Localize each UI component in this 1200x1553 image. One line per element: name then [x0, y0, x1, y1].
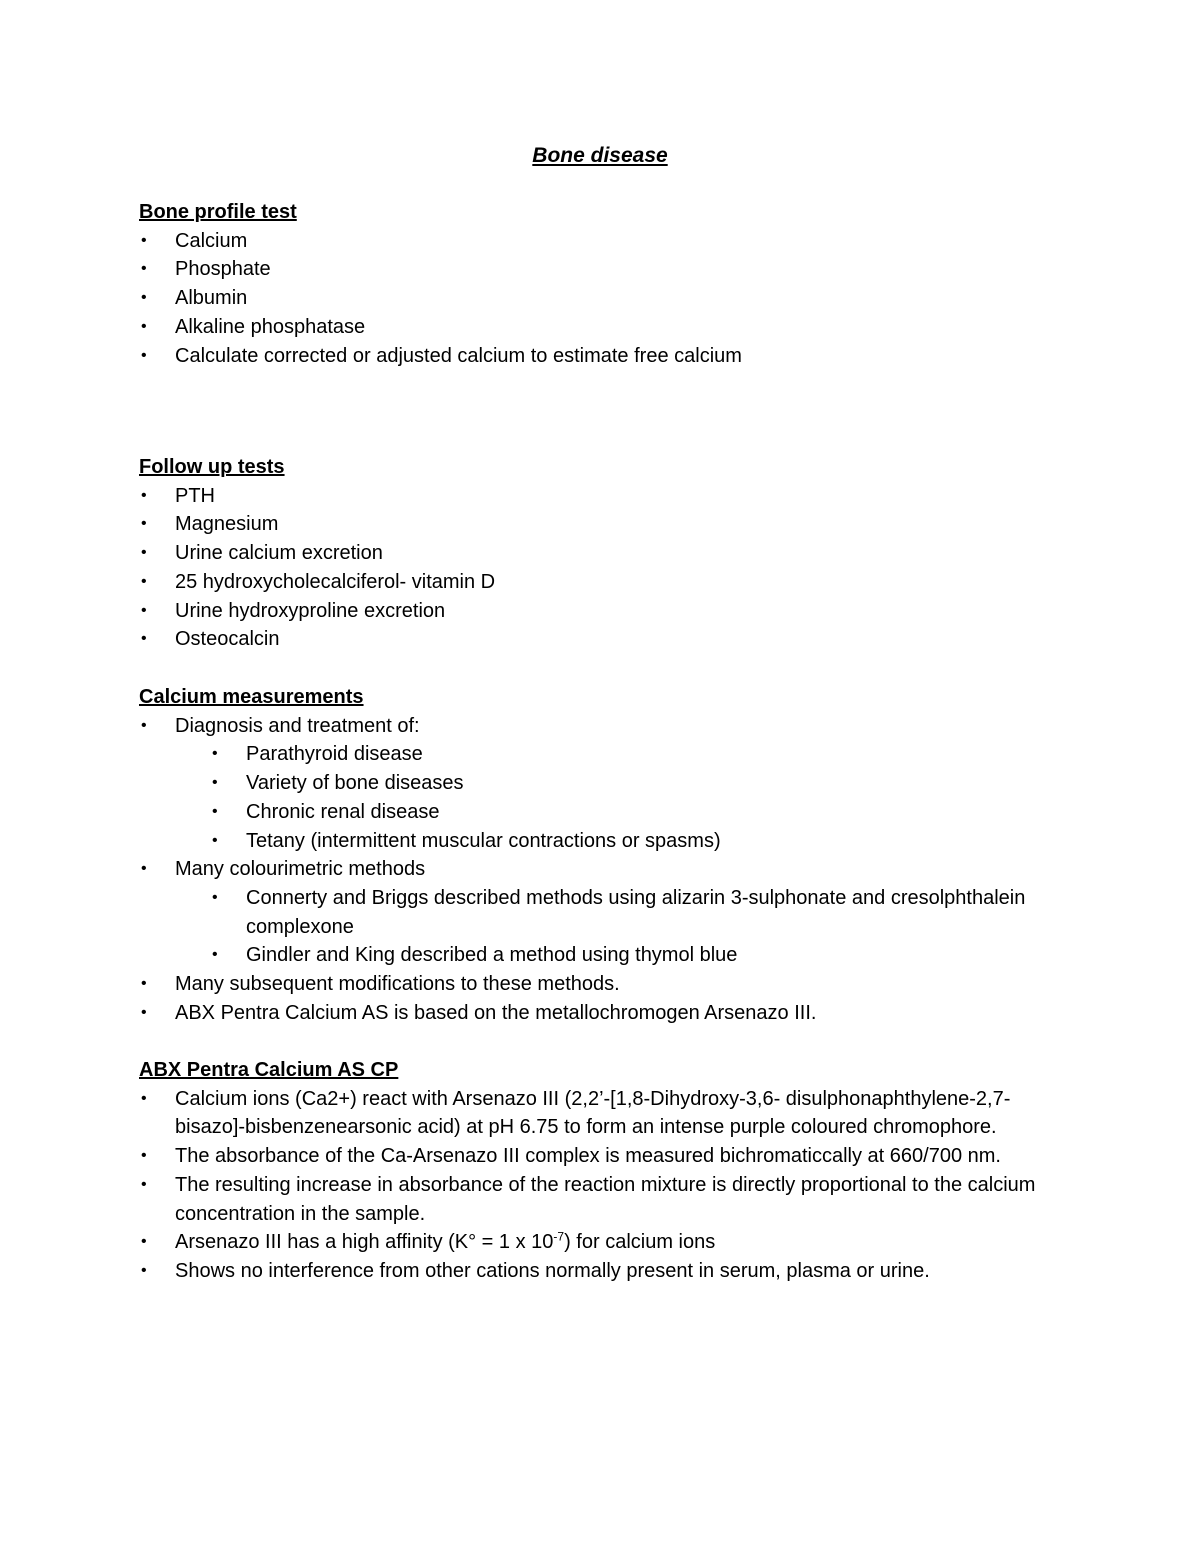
list-item: • The absorbance of the Ca-Arsenazo III complex is measured bichromaticcally at 660/700 nm. [139, 1142, 1069, 1171]
list-item: • Magnesium [139, 510, 1069, 539]
list-item: • Phosphate [139, 255, 1069, 284]
bullet-list [139, 227, 1069, 371]
section-calcium-measurements [139, 683, 1069, 1027]
section-bone-profile-test [139, 198, 1069, 370]
list-item: • Shows no interference from other cations normally present in serum, plasma or urine. [139, 1257, 1069, 1286]
affinity-text: Arsenazo III has a high affinity (K° = 1 x 10 [175, 1231, 554, 1254]
exponent: -7 [553, 1229, 565, 1244]
list-item: • Alkaline phosphatase [139, 313, 1069, 342]
list-item [139, 855, 1069, 970]
list-item: • Parathyroid disease [210, 740, 1069, 769]
affinity-text-end: ) for calcium ions [564, 1231, 716, 1254]
list-item: • Variety of bone diseases [210, 769, 1069, 798]
list-item-text: Many colourimetric methods [175, 858, 426, 881]
list-item: • Many subsequent modifications to these methods. [139, 970, 1069, 999]
list-item: • Calcium ions (Ca2+) react with Arsenazo III (2,2’-[1,8-Dihydroxy-3,6- disulphonaphthylene-2,7-bisazo]-bisbenzenearsonic acid) at pH 6.75 to form an intense purple coloured chromophore. [139, 1085, 1069, 1142]
section-heading: Follow up tests [139, 456, 285, 478]
list-item: • 25 hydroxycholecalciferol- vitamin D [139, 568, 1069, 597]
nested-bullet-list [210, 740, 1069, 855]
list-item: • Gindler and King described a method using thymol blue [210, 941, 1069, 970]
list-item [139, 1228, 1069, 1257]
list-item: • The resulting increase in absorbance of the reaction mixture is directly proportional to the calcium concentration in the sample. [139, 1171, 1069, 1228]
list-item: • Urine calcium excretion [139, 539, 1069, 568]
list-item: • Calculate corrected or adjusted calcium to estimate free calcium [139, 342, 1069, 371]
section-heading: Calcium measurements [139, 686, 364, 708]
bullet-list [139, 1085, 1069, 1286]
section-abx-pentra-calcium [139, 1056, 1069, 1286]
list-item-text: Diagnosis and treatment of: [175, 714, 420, 737]
list-item: • Calcium [139, 227, 1069, 256]
list-item: • Connerty and Briggs described methods using alizarin 3-sulphonate and cresolphthalein complexone [210, 884, 1069, 941]
list-item: • Tetany (intermittent muscular contractions or spasms) [210, 827, 1069, 856]
section-follow-up-tests [139, 453, 1069, 654]
list-item: • Urine hydroxyproline excretion [139, 597, 1069, 626]
section-heading: ABX Pentra Calcium AS CP [139, 1059, 399, 1081]
document-title: Bone disease [532, 144, 668, 167]
list-item: • Chronic renal disease [210, 798, 1069, 827]
bullet-list [139, 482, 1069, 654]
section-heading: Bone profile test [139, 201, 297, 223]
list-item: • ABX Pentra Calcium AS is based on the metallochromogen Arsenazo III. [139, 999, 1069, 1028]
list-item: • Osteocalcin [139, 625, 1069, 654]
nested-bullet-list [210, 884, 1069, 970]
list-item [139, 712, 1069, 856]
list-item: • Albumin [139, 284, 1069, 313]
bullet-list [139, 712, 1069, 1028]
list-item: • PTH [139, 482, 1069, 511]
